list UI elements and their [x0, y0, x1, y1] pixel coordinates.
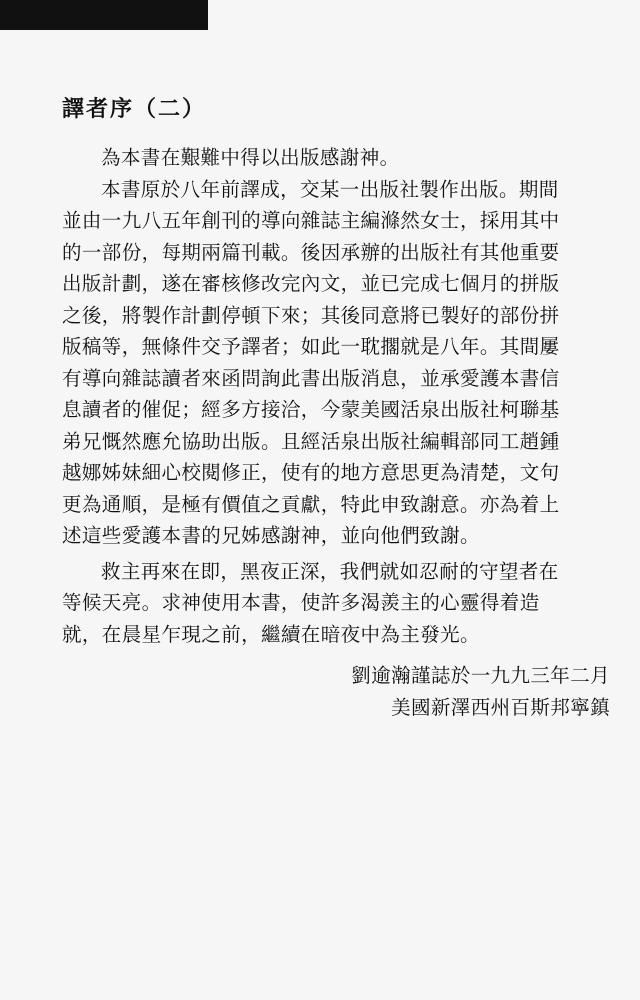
- paragraph-line: 弟兄慨然應允協助出版。且經活泉出版社編輯部同工趙鍾: [62, 429, 560, 453]
- corner-black-bar: [0, 0, 208, 30]
- signature-author-date: 劉逾瀚謹誌於一九九三年二月: [351, 664, 610, 687]
- paragraph-line: 述這些愛護本書的兄姊感謝神，並向他們致謝。: [62, 524, 480, 547]
- page-title: 譯者序（二）: [62, 96, 207, 122]
- paragraph-line: 之後，將製作計劃停頓下來；其後同意將已製好的部份拼: [62, 303, 560, 327]
- paragraph-line: 本書原於八年前譯成，交某一出版社製作出版。期間: [101, 177, 559, 201]
- signature-block: [351, 660, 610, 724]
- paragraph-line: 出版計劃，遂在審核修改完內文，並已完成七個月的拼版: [62, 272, 560, 295]
- paragraph-line: 並由一九八五年創刊的導向雜誌主編滌然女士，採用其中: [62, 209, 560, 232]
- paragraph-line: 更為通順，是極有價值之貢獻，特此申致謝意。亦為着上: [62, 492, 560, 516]
- paragraph-line: 就，在晨星乍現之前，繼續在暗夜中為主發光。: [62, 622, 480, 646]
- paragraph-line: 有導向雜誌讀者來函問詢此書出版消息，並承愛護本書信: [62, 366, 560, 390]
- paragraph-line: 的一部份，每期兩篇刊載。後因承辦的出版社有其他重要: [62, 240, 560, 264]
- paragraph-line: 救主再來在即，黑夜正深，我們就如忍耐的守望者在: [101, 559, 559, 583]
- paragraph-line: 息讀者的催促；經多方接洽，今蒙美國活泉出版社柯聯基: [62, 398, 560, 421]
- paragraph-line: 越娜姊妹細心校閱修正，使有的地方意思更為清楚，文句: [62, 461, 560, 484]
- preface-body: [62, 142, 586, 650]
- signature-location: 美國新澤西州百斯邦寧鎮: [391, 696, 610, 719]
- paragraph-line: 等候天亮。求神使用本書，使許多渴羨主的心靈得着造: [62, 591, 540, 614]
- paragraph-line: 為本書在艱難中得以出版感謝神。: [101, 146, 400, 169]
- paragraph-line: 版稿等，無條件交予譯者；如此一耽擱就是八年。其間屢: [62, 335, 560, 358]
